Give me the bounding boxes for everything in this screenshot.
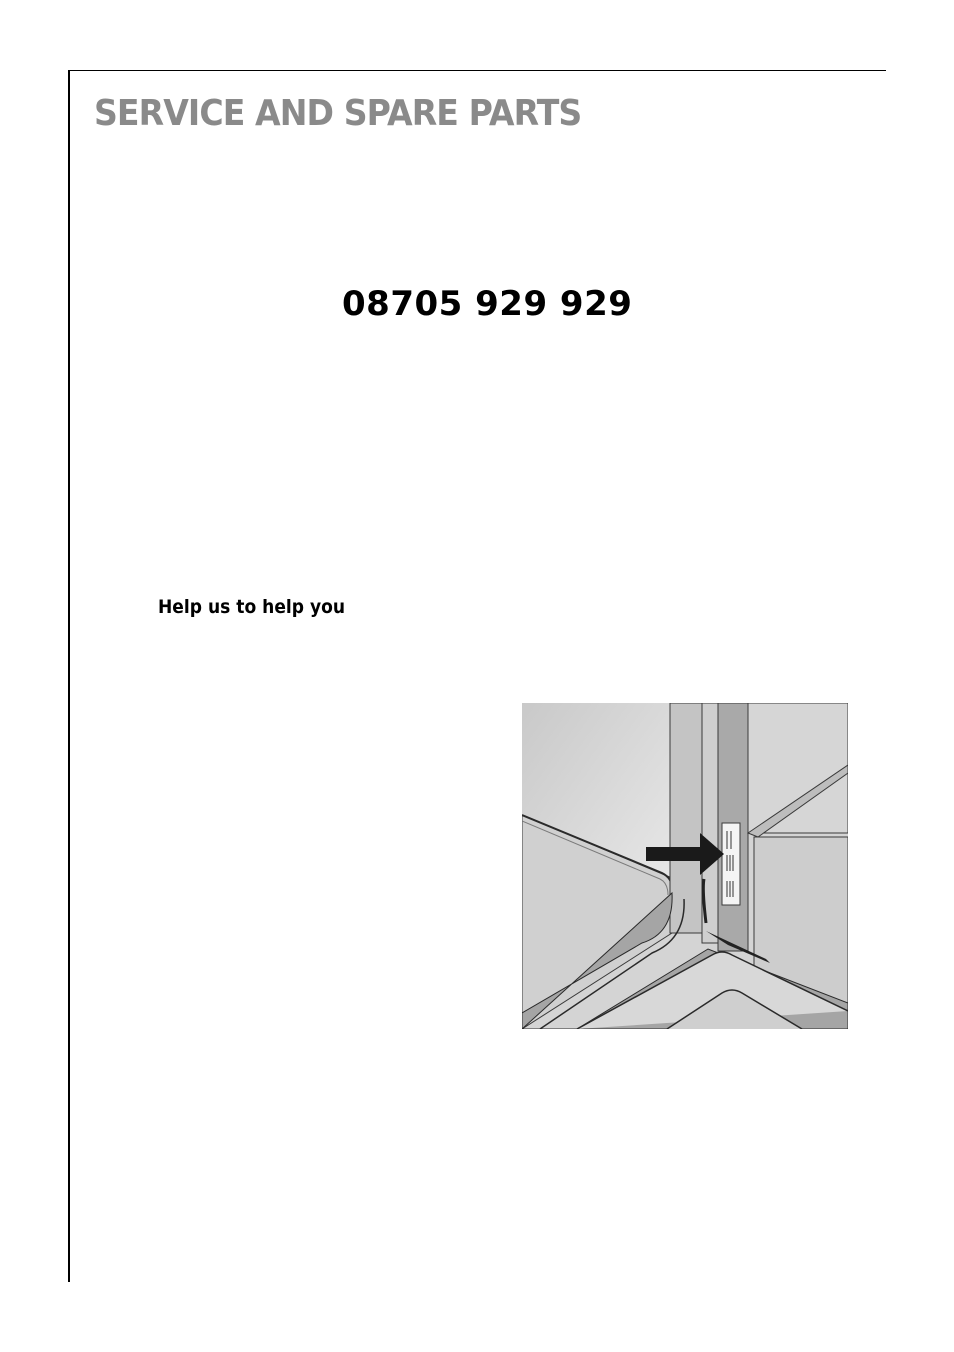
top-rule [68,70,886,71]
service-phone-number: 08705 929 929 [342,284,633,324]
left-margin-rule [68,70,70,1282]
page-title: SERVICE AND SPARE PARTS [94,93,582,134]
rating-plate-illustration [522,703,848,1029]
section-heading: Help us to help you [158,596,346,618]
